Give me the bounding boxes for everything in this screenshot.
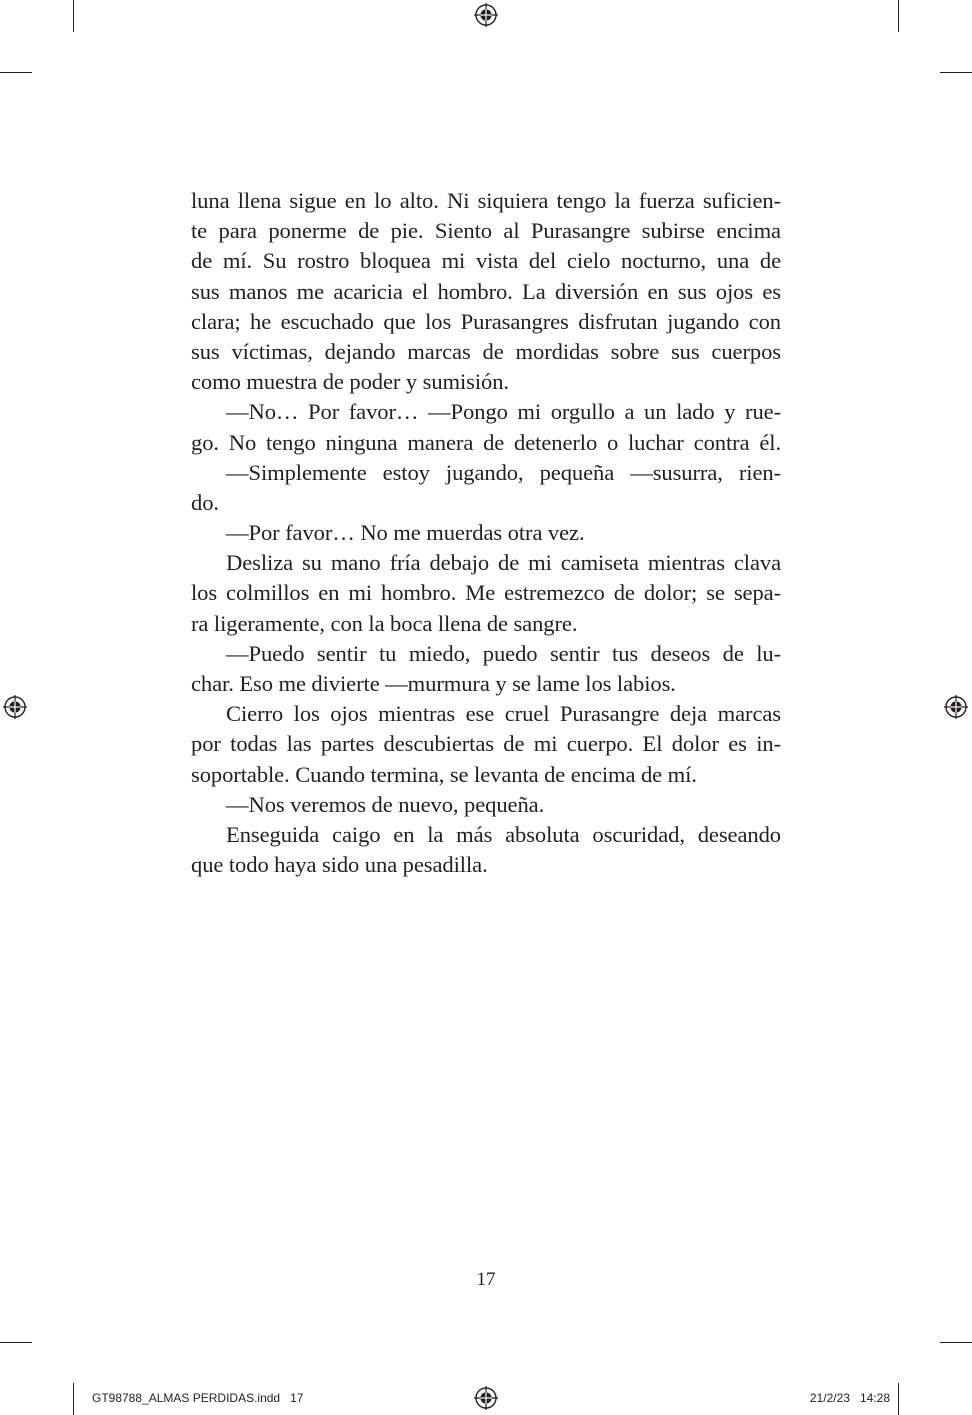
text-line: —No… Por favor… —Pongo mi orgullo a un lado y rue-	[226, 399, 781, 425]
text-line: por todas las partes descubiertas de mi cuerpo. El dolor es in-	[191, 731, 781, 757]
crop-mark-bottom-left	[73, 1383, 74, 1415]
text-line: —Por favor… No me muerdas otra vez.	[226, 520, 585, 546]
registration-target-icon	[2, 694, 28, 720]
registration-target-icon	[473, 2, 499, 28]
page-number: 17	[476, 1269, 496, 1290]
slug-datetime: 21/2/23 14:28	[809, 1391, 890, 1405]
crop-mark-right-bottom	[940, 1342, 972, 1343]
crop-mark-top-right	[898, 0, 899, 32]
registration-target-icon	[473, 1385, 499, 1411]
text-line: los colmillos en mi hombro. Me estremezco de dolor; se sepa-	[191, 580, 781, 606]
crop-mark-left-top	[0, 72, 32, 73]
text-line: clara; he escuchado que los Purasangres disfrutan jugando con	[191, 308, 781, 334]
text-line: luna llena sigue en lo alto. Ni siquiera tengo la fuerza suficien-	[191, 188, 781, 213]
text-line: sus víctimas, dejando marcas de mordidas sobre sus cuerpos	[191, 338, 781, 364]
registration-target-icon	[943, 694, 969, 720]
text-line: como muestra de poder y sumisión.	[191, 369, 509, 395]
text-line: de mí. Su rostro bloquea mi vista del cielo nocturno, una de	[191, 248, 781, 274]
text-line: char. Eso me divierte —murmura y se lame los labios.	[191, 671, 676, 696]
text-line: Desliza su mano fría debajo de mi camiseta mientras clava	[226, 550, 781, 576]
text-line: te para ponerme de pie. Siento al Purasangre subirse encima	[191, 218, 781, 244]
crop-mark-top-left	[73, 0, 74, 32]
text-line: ra ligeramente, con la boca llena de sangre.	[191, 610, 578, 636]
text-line: sus manos me acaricia el hombro. La diversión en sus ojos es	[191, 278, 781, 304]
text-line: —Puedo sentir tu miedo, puedo sentir tus deseos de lu-	[226, 640, 781, 666]
crop-mark-left-bottom	[0, 1342, 32, 1343]
text-line: —Nos veremos de nuevo, pequeña.	[226, 791, 545, 817]
text-line: do.	[191, 489, 219, 515]
crop-mark-bottom-right	[898, 1383, 899, 1415]
text-line: go. No tengo ninguna manera de detenerlo o luchar contra él.	[191, 429, 781, 455]
text-line: Cierro los ojos mientras ese cruel Purasangre deja marcas	[226, 701, 781, 727]
slug-filename: GT98788_ALMAS PERDIDAS.indd 17	[92, 1391, 304, 1405]
text-line: que todo haya sido una pesadilla.	[191, 852, 488, 878]
text-line: —Simplemente estoy jugando, pequeña —susurra, rien-	[226, 459, 781, 485]
text-line: soportable. Cuando termina, se levanta de encima de mí.	[191, 761, 697, 787]
body-text	[191, 186, 781, 880]
text-line: Enseguida caigo en la más absoluta oscuridad, deseando	[226, 821, 781, 847]
crop-mark-right-top	[940, 72, 972, 73]
